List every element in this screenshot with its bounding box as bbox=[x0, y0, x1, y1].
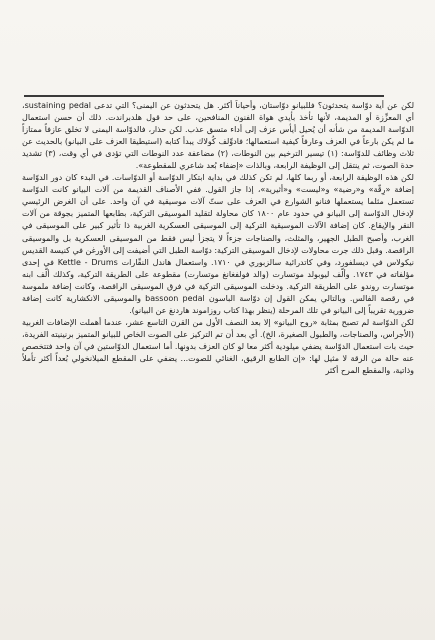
body-text bbox=[22, 100, 414, 630]
paragraph-3: لكن الدوّاسة لم تصبح بمثابة «روح البيانو» إلا بعد النصف الأول من القرن التاسع عشر، عندما أهملت الإضافات الغربية (الأجراس، والصناجات، والطبول الصغيرة، الخ). أي بعد أن تم التركيز على الصوت الخاص للبيانو المتميز برنينيته الفريدة، حيث بات استعمال الدوّاسة يضفي ميلودية أكثر معا لو كان العزف بدونها. أما استعمال الدوّاستين في آن واحد فتتخصص عنه حالة من الرقة لا مثيل لها: «إن الطابع الرقيق، الغنائي للصوت... يضفي على المقطع الميلانخولي بُعداً أكثر تأملاً وذاتية، والمقطع المرح أكثر bbox=[22, 317, 414, 376]
paragraph-2: لكن هذه الوظيفة الرابعة، أو ربما كلها، لم تكن كذلك في بداية ابتكار الدوّاسة أو الدوّاسات. في البدء كان دور الدوّاسة إضافة «رِقّة» و«رضية» و«ليست» و«أثيرية»، إذا جاز القول. ففي الأصناف القديمة من آلات البيانو كانت الدوّاسة تستعمل مثلما يستعملها فنانو الشوارع في العزف على ستّ آلات موسيقية في آن واحد. على أن الغرض الرئيسي لإدخال الدوّاسة إلى البيانو في حدود عام ١٨٠٠ كان محاولة لتقليد الموسيقى التركية، بطابعها المتميز بجوقة من آلات النقر والإيقاع. كان إضافة الآلات الموسيقية التركية إلى الموسيقى العسكرية الغربية ذا تأثير كبير على الموسيقى في الغرب، وأصبح الطبل الجهير، والمثلث، والصناجات جزءاً لا يتجزأ ليس فقط من الموسيقى العسكرية بل والموسيقى الراقصة. وقبل ذلك جرت محاولات لإدخال الموسيقى التركية: دوّاسة الطبل التي أضيفت إلى الأورغن في كنيسة القديس نيكولاس في ديسلفورد، وفي كاتدرائية سالزبوري في ١٧١٠. واستعمال هاندل النقّارات Kettle - Drums في إحدى مؤلفاته في ١٧٤٣. وألّف ليوبولد موتسارت (والد فولفغانغ موتسارت) مقطوعة على الطريقة التركية، وكذلك ألّف ابنه موتسارت روندو على الطريقة التركية. ودخلت الموسيقى التركية في فرق الموسيقى الراقصة، وكانت إضافة ملموسة في رقصة الفالس. وبالتالي يمكن القول إن دوّاسة الباسون bassoon pedal والموسيقى الانكشارية كانت إضافة ضرورية تقريباً إلى البيانو في تلك المرحلة (ينظر بهذا كتاب روزاموند هاردنغ عن البيانو). bbox=[22, 173, 414, 315]
top-divider bbox=[24, 95, 384, 97]
paragraph-1: لكن عن أية دوّاسة يتحدثون؟ فللبيانو دوّاستان، وأحياناً أكثر. هل يتحدثون عن اليمنى؟ التي تدعى sustaining pedal، أي المعزِّزة أو المديمة، لأنها تأخذ بأيدي هواة الفنون المنافحين، على حد قول هلدبراندت. ذلك أن حسن استعمال الدوّاسة المديمة من شأنه أن يُحيل أيأس عزف إلى أداء متسق عذب. لكن حذار، فالدوّاسة اليمنى لا تخلق عازفاً ممتازاً ما لم يكن بارعاً في العزف وعارفاً كيفية استعمالها؛ فادوِّلف كُولاك يبدأ كتابه (استيطيقا العزف على البيانو) بالحديث عن ثلاث وظائف للدوّاسة: (١) تيسير الترخيم بين النوطات، (٢) مضاعفة عدد النوطات التي تؤدى في أي وقت، (٣) تشديد حدة الصوت، ثم ينتقل إلى الوظيفة الرابعة، وبالذات «إضفاء بُعد شاعري للمقطوعة». bbox=[22, 101, 414, 171]
